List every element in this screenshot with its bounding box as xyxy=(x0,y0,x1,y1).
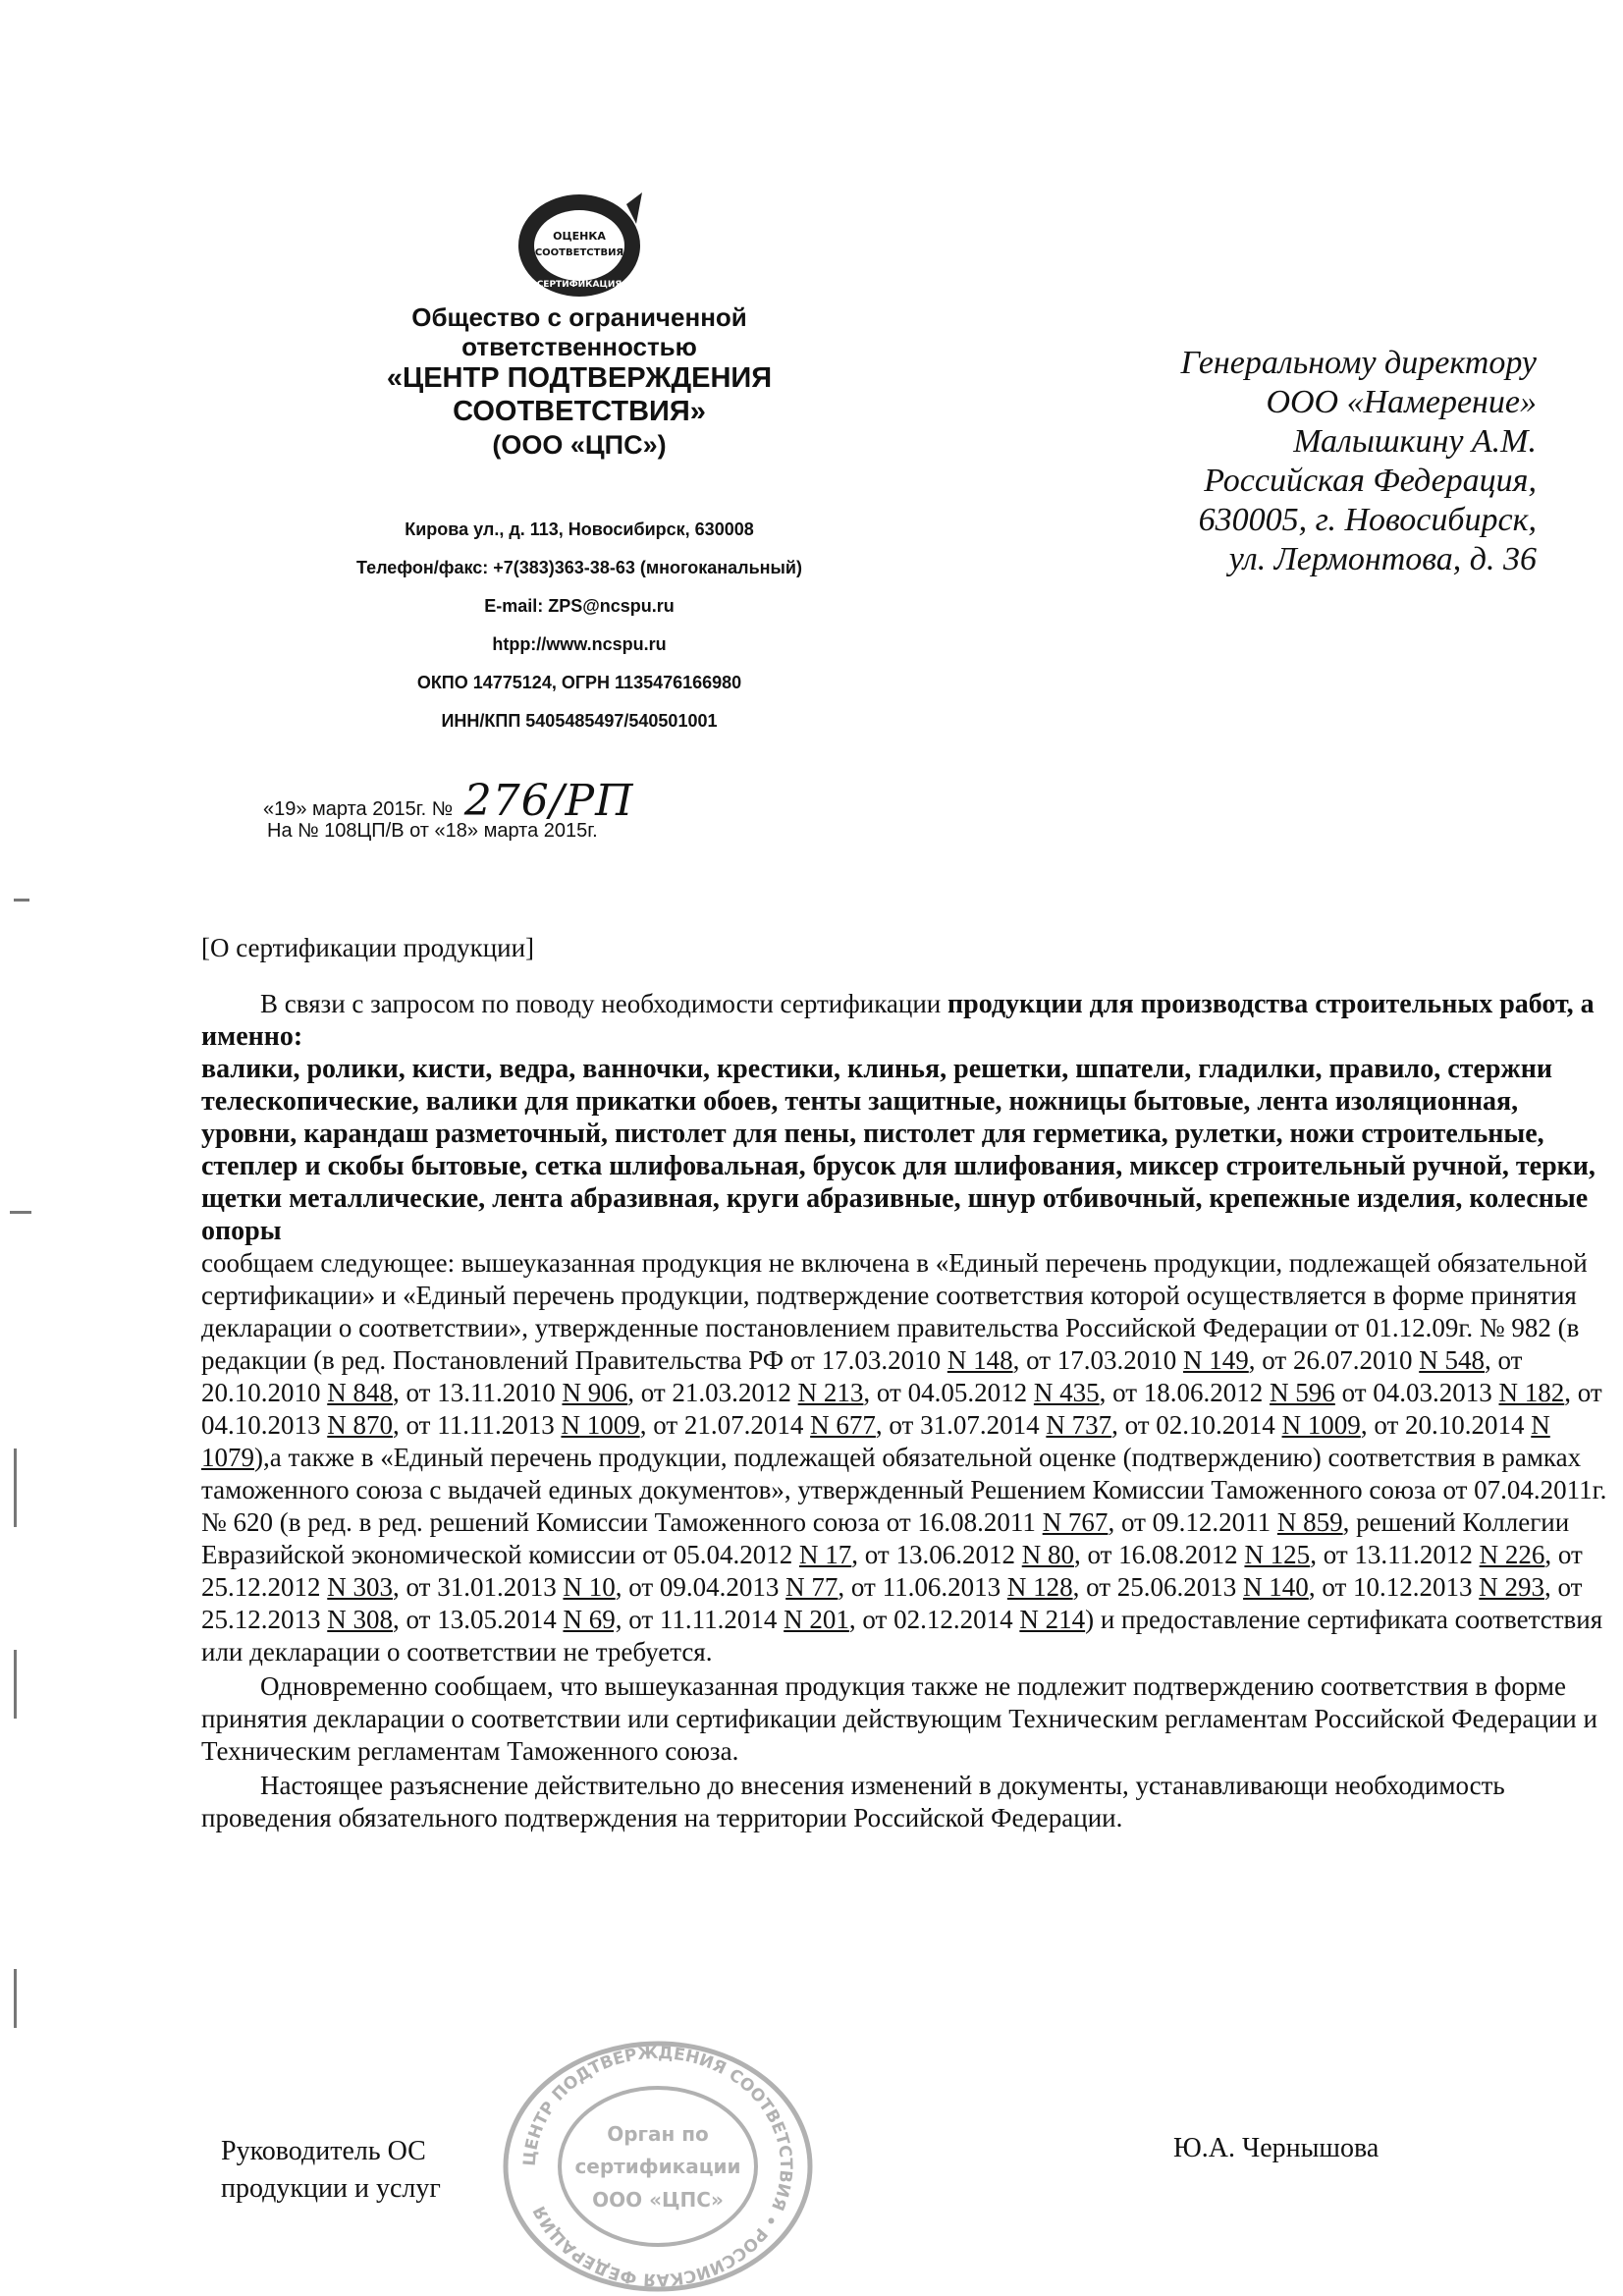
body-text: , от 26.07.2010 xyxy=(1248,1345,1420,1375)
addressee-line-5: 630005, г. Новосибирск, xyxy=(1198,502,1537,538)
body-text: , от 16.08.2012 xyxy=(1073,1540,1245,1569)
signatory-name: Ю.А. Чернышова xyxy=(1173,2133,1380,2163)
body-text: , от 04.10.2013 xyxy=(201,1378,1602,1440)
body-text: , от 02.12.2014 xyxy=(848,1605,1020,1634)
document-link[interactable]: N 201 xyxy=(784,1605,849,1634)
document-link[interactable]: N 1079 xyxy=(201,1410,1550,1472)
body-text: , от 13.11.2010 xyxy=(393,1378,563,1407)
document-link[interactable]: N 182 xyxy=(1498,1378,1565,1407)
stamp-text-1: Орган по xyxy=(607,2122,709,2146)
body-text: , от 25.12.2013 xyxy=(201,1572,1583,1634)
product-list: валики, ролики, кисти, ведра, ванночки, крестики, клинья, решетки, шпатели, гладилки, правило, стержни телескопические, валики для прикатки обоев, тенты защитные, ножницы бытовые, лента изоляционная, уровни, карандаш разметочный, пистолет для пены, пистолет для герметика, рулетки, ножи строительные, степлер и скобы бытовые, сетка шлифовальная, брусок для шлифования, миксер строительный ручной, терки, щетки металлические, лента абразивная, круги абразивные, шнур отбивочный, крепежные изделия, колесные опоры xyxy=(201,1054,1596,1246)
document-link[interactable]: N 213 xyxy=(797,1378,864,1407)
org-codes: ОКПО 14775124, ОГРН 1135476166980 xyxy=(416,673,742,692)
body-text: , от 21.03.2012 xyxy=(627,1378,798,1407)
addressee-line-2: ООО «Намерение» xyxy=(1266,384,1537,420)
document-link[interactable]: N 140 xyxy=(1243,1572,1309,1602)
body-text: от 11.11.2014 xyxy=(622,1605,784,1634)
document-link[interactable]: N 1009 xyxy=(561,1410,640,1440)
body-text: ),а также в «Единый перечень продукции, подлежащей обязательной оценке (подтверждению) соответствия в рамках таможенного союза с выдачей единых документов», утвержденный Решением Комиссии Таможенного союза от 07.04.2011г. № 620 (в ред. в ред. решений Комиссии Таможенного союза от 16.08.2011 xyxy=(201,1443,1607,1537)
scan-mark xyxy=(14,1449,17,1527)
body-text: , от 09.12.2011 xyxy=(1108,1507,1277,1537)
scan-mark xyxy=(14,1650,17,1719)
addressee-line-6: ул. Лермонтова, д. 36 xyxy=(1228,541,1537,577)
body-text: , от 17.03.2010 xyxy=(1012,1345,1184,1375)
body-text: , от 20.10.2010 xyxy=(201,1345,1523,1407)
document-link[interactable]: N 293 xyxy=(1479,1572,1545,1602)
document-link[interactable]: N 859 xyxy=(1276,1507,1343,1537)
body-text: , от 10.12.2013 xyxy=(1308,1572,1480,1602)
body-text: , от 02.10.2014 xyxy=(1111,1410,1282,1440)
document-link[interactable]: N 69, xyxy=(563,1605,622,1634)
body-text: , от 25.12.2012 xyxy=(201,1540,1583,1602)
document-link[interactable]: N 303 xyxy=(327,1572,393,1602)
stamp-ring-text: ЦЕНТР ПОДТВЕРЖДЕНИЯ СООТВЕТСТВИЯ • РОССИЙСКАЯ ФЕДЕРАЦИЯ xyxy=(519,2043,796,2290)
document-link[interactable]: N 77 xyxy=(785,1572,839,1602)
scan-mark xyxy=(10,1211,31,1214)
body-text: , от 04.05.2012 xyxy=(863,1378,1034,1407)
body-paragraph-1 xyxy=(201,988,1615,1053)
document-link[interactable]: N 10 xyxy=(563,1572,616,1602)
body-text: , от 31.07.2014 xyxy=(875,1410,1047,1440)
body-text: , от 09.04.2013 xyxy=(615,1572,786,1602)
document-link[interactable]: N 548 xyxy=(1419,1345,1485,1375)
org-inn: ИНН/КПП 5405485497/540501001 xyxy=(441,711,718,731)
letter-date: «19» марта 2015г. № xyxy=(263,798,454,820)
logo-ring-text: СЕРТИФИКАЦИЯ xyxy=(536,280,622,290)
document-link[interactable]: N 737 xyxy=(1046,1410,1112,1440)
body-text: , от 18.06.2012 xyxy=(1099,1378,1271,1407)
document-link[interactable]: N 308 xyxy=(327,1605,393,1634)
org-address: Кирова ул., д. 113, Новосибирск, 630008 xyxy=(405,519,754,539)
intro-text: В связи с запросом по поводу необходимости сертификации xyxy=(260,989,947,1018)
body-text: ) и предоставление сертификата соответствия или декларации о соответствии не требуется. xyxy=(201,1605,1603,1667)
document-link[interactable]: N 1009 xyxy=(1281,1410,1361,1440)
org-phone: Телефон/факс: +7(383)363-38-63 (многоканальный) xyxy=(356,558,802,577)
document-link[interactable]: N 435 xyxy=(1033,1378,1100,1407)
body-text: , от 13.11.2012 xyxy=(1310,1540,1480,1569)
org-line-2: ответственностью xyxy=(461,332,697,361)
body-paragraph-3: Одновременно сообщаем, что вышеуказанная продукция также не подлежит подтверждению соответствия в форме принятия декларации о соответствии или сертификации действующим Техническим регламентам Российской Федерации и Техническим регламентам Таможенного союза. xyxy=(201,1671,1597,1766)
document-link[interactable]: N 80 xyxy=(1021,1540,1074,1569)
body-text: , от 13.05.2014 xyxy=(393,1605,564,1634)
body-text: , от 11.06.2013 xyxy=(838,1572,1007,1602)
addressee-line-3: Малышкину А.М. xyxy=(1293,423,1537,460)
org-email: E-mail: ZPS@ncspu.ru xyxy=(484,596,675,616)
letter-number-handwritten: 276/РП xyxy=(463,776,634,826)
addressee-block xyxy=(987,344,1537,579)
body-text: от 04.03.2013 xyxy=(1334,1378,1499,1407)
body-text: , решений Коллегии Евразийской экономической комиссии от 05.04.2012 xyxy=(201,1507,1570,1569)
org-line-4: СООТВЕТСТВИЯ» xyxy=(453,396,706,427)
certification-logo-icon xyxy=(511,185,648,304)
logo-text-1: ОЦЕНКА xyxy=(553,230,606,243)
stamp-text-3: ООО «ЦПС» xyxy=(592,2188,724,2212)
organization-stamp-icon xyxy=(496,2038,820,2295)
body-paragraph-4: Настоящее разъяснение действительно до внесения изменений в документы, устанавливающи необходимость проведения обязательного подтверждения на территории Российской Федерации. xyxy=(201,1771,1505,1832)
org-line-5: (ООО «ЦПС») xyxy=(492,430,667,460)
signature-title-line-2: продукции и услуг xyxy=(221,2173,441,2204)
body-text: , от 11.11.2013 xyxy=(393,1410,562,1440)
body-text: , от 31.01.2013 xyxy=(393,1572,564,1602)
body-text: сообщаем следующее: вышеуказанная продукция не включена в «Единый перечень продукции, подлежащей обязательной сертификации» и «Единый перечень продукции, подтверждение соответствия которой осуществляется в форме принятия декларации о соответствии», утвержденные постановлением правительства Российской Федерации от 01.12.09г. № 982 (в редакции (в ред. Постановлений Правительства РФ от 17.03.2010 xyxy=(201,1248,1588,1375)
document-link[interactable]: N 848 xyxy=(327,1378,393,1407)
org-line-1: Общество с ограниченной xyxy=(411,302,747,332)
body-text: , от 13.06.2012 xyxy=(851,1540,1022,1569)
scan-mark xyxy=(14,899,29,902)
body-text: , от 21.07.2014 xyxy=(639,1410,811,1440)
document-link[interactable]: N 767 xyxy=(1042,1507,1109,1537)
org-name-block xyxy=(295,302,864,462)
intro-bold: продукции для производства строительных работ, а именно: xyxy=(201,989,1595,1052)
document-link[interactable]: N 906 xyxy=(562,1378,628,1407)
org-website: htpp://www.ncspu.ru xyxy=(492,634,667,654)
addressee-line-1: Генеральному директору xyxy=(1180,345,1537,381)
body-text: , от 20.10.2014 xyxy=(1360,1410,1532,1440)
org-contacts xyxy=(295,511,864,740)
signature-title xyxy=(221,2133,441,2208)
letter-body xyxy=(201,988,1615,1834)
reference-line: На № 108ЦП/В от «18» марта 2015г. xyxy=(267,820,598,842)
scan-mark xyxy=(14,1969,17,2028)
letter-subject: [О сертификации продукции] xyxy=(201,933,535,962)
body-paragraph-2 xyxy=(201,1247,1615,1668)
addressee-line-4: Российская Федерация, xyxy=(1204,463,1537,499)
document-link[interactable]: N 128 xyxy=(1006,1572,1073,1602)
document-link[interactable]: N 17 xyxy=(799,1540,852,1569)
signature-title-line-1: Руководитель ОС xyxy=(221,2136,426,2166)
document-link[interactable]: N 125 xyxy=(1244,1540,1311,1569)
document-link[interactable]: N 148 xyxy=(947,1345,1013,1375)
document-link[interactable]: N 214 xyxy=(1019,1605,1086,1634)
document-link[interactable]: N 677 xyxy=(810,1410,876,1440)
document-link[interactable]: N 149 xyxy=(1183,1345,1249,1375)
document-link[interactable]: N 870 xyxy=(327,1410,393,1440)
org-line-3: «ЦЕНТР ПОДТВЕРЖДЕНИЯ xyxy=(386,362,773,394)
letter-date-line xyxy=(263,776,634,826)
document-link[interactable]: N 226 xyxy=(1479,1540,1545,1569)
logo-text-2: СООТВЕТСТВИЯ xyxy=(534,247,624,258)
document-link[interactable]: N 596 xyxy=(1270,1378,1335,1407)
body-text: , от 25.06.2013 xyxy=(1072,1572,1244,1602)
stamp-text-2: сертификации xyxy=(574,2155,741,2178)
